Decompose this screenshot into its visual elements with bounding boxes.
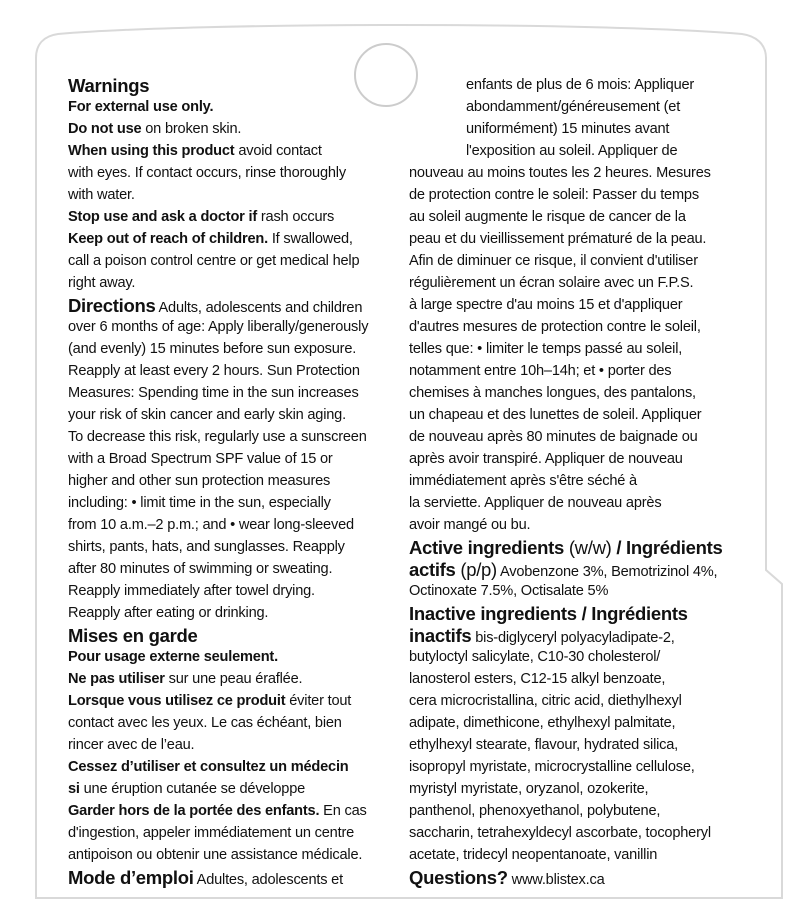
inactive-ingredients-line-11: acetate, tridecyl neopentanoate, vanillin [409,847,658,863]
mode-emploi-line-14: telles que: • limiter le temps passé au soleil, [409,341,683,357]
inactive-ingredients-line-5: adipate, dimethicone, ethylhexyl palmitate, [409,715,676,731]
ne-pas-utiliser-text: sur une peau éraflée. [164,671,303,687]
mode-emploi-line-5: l'exposition au soleil. Appliquer de [466,143,678,159]
inactive-ingredients-line-1 [409,625,675,649]
active-ingredients-heading-fr: / Ingrédients [616,537,723,558]
mode-emploi-line-2: enfants de plus de 6 mois: Appliquer [466,77,695,93]
when-using-line [68,141,322,162]
cessez-text: une éruption cutanée se développe [79,781,306,797]
actifs-label: actifs [409,559,456,580]
mode-emploi-line-22: avoir mangé ou bu. [409,517,531,533]
mode-emploi-line-9: peau et du vieillissement prématuré de la peau. [409,231,707,247]
mode-emploi-line-17: un chapeau et des lunettes de soleil. Appliquer [409,407,702,423]
directions-line-8: with a Broad Spectrum SPF value of 15 or [68,451,333,467]
directions-line-12: shirts, pants, hats, and sunglasses. Reapply [68,539,345,555]
mode-emploi-line-21: la serviette. Appliquer de nouveau après [409,495,662,511]
active-ingredients-unit: (w/w) [563,537,617,558]
ne-pas-utiliser-label: Ne pas utiliser [68,671,165,687]
cessez-si-label: si [68,781,80,797]
mode-emploi-line-12: à large spectre d'au moins 15 et d'appliquer [409,297,683,313]
active-ingredients-heading-line [409,537,722,561]
external-use-line: For external use only. [68,99,214,115]
garder-text: En cas [319,803,367,819]
mode-emploi-line-20: immédiatement après s'être séché à [409,473,637,489]
questions-url[interactable]: www.blistex.ca [507,872,605,888]
mode-emploi-line-3: abondamment/généreusement (et [466,99,681,115]
mode-emploi-line-8: au soleil augmente le risque de cancer de la [409,209,686,225]
hang-hole [355,44,417,106]
mode-emploi-line-6: nouveau au moins toutes les 2 heures. Mesures [409,165,711,181]
questions-label: Questions? [409,867,508,888]
inactive-ingredients-line-10: saccharin, tetrahexyldecyl ascorbate, tocopheryl [409,825,711,841]
directions-line-5: Measures: Spending time in the sun increases [68,385,359,401]
mode-emploi-line-19: après avoir transpiré. Appliquer de nouveau [409,451,683,467]
when-using-text: avoid contact [234,143,322,159]
ne-pas-utiliser-line [68,669,302,690]
inactive-ingredients-line-3: lanosterol esters, C12-15 alkyl benzoate, [409,671,666,687]
garder-label: Garder hors de la portée des enfants. [68,803,320,819]
when-using-label: When using this product [68,143,235,159]
mode-emploi-line-15: notamment entre 10h–14h; et • porter des [409,363,672,379]
inactifs-label: inactifs [409,625,472,646]
active-ingredients-line-3: Octinoxate 7.5%, Octisalate 5% [409,583,609,599]
questions-line [409,867,605,891]
when-using-line-3: with water. [68,187,135,203]
directions-text-1: Adults, adolescents and children [155,300,363,316]
mode-emploi-line-10: Afin de diminuer ce risque, il convient d'utiliser [409,253,698,269]
garder-line [68,801,367,822]
lorsque-text: éviter tout [285,693,352,709]
stop-use-line [68,207,334,228]
mode-emploi-line-4: uniformément) 15 minutes avant [466,121,670,137]
mode-emploi-line-18: de nouveau après 80 minutes de baignade ou [409,429,698,445]
directions-line-2: over 6 months of age: Apply liberally/generously [68,319,369,335]
cessez-line: Cessez d’utiliser et consultez un médecin [68,759,349,775]
mode-emploi-line-11: régulièrement un écran solaire avec un F.P.S. [409,275,694,291]
directions-heading: Directions [68,295,156,316]
mode-emploi-line [68,867,343,891]
inactive-ingredients-line-4: cera microcristallina, citric acid, diethylhexyl [409,693,682,709]
garder-line-3: antipoison ou obtenir une assistance médicale. [68,847,363,863]
when-using-line-2: with eyes. If contact occurs, rinse thoroughly [68,165,346,181]
do-not-use-line [68,119,241,140]
inactive-ingredients-line-7: isopropyl myristate, microcrystalline cellulose, [409,759,695,775]
directions-line-9: higher and other sun protection measures [68,473,331,489]
warnings-heading: Warnings [68,75,150,96]
cessez-line-2 [68,779,305,800]
keep-out-label: Keep out of reach of children. [68,231,268,247]
inactive-ingredients-line-2: butyloctyl salicylate, C10-30 cholesterol/ [409,649,661,665]
mises-en-garde-heading: Mises en garde [68,625,198,646]
directions-line-15: Reapply after eating or drinking. [68,605,269,621]
active-ingredients-line-2 [409,559,717,583]
stop-use-label: Stop use and ask a doctor if [68,209,258,225]
garder-line-2: d'ingestion, appeler immédiatement un centre [68,825,355,841]
mode-emploi-line-7: de protection contre le soleil: Passer du temps [409,187,699,203]
active-ingredients-list-1: Avobenzone 3%, Bemotrizinol 4%, [496,564,718,580]
directions-line-6: your risk of skin cancer and early skin aging. [68,407,346,423]
inactive-ingredients-line-6: ethylhexyl stearate, flavour, hydrated silica, [409,737,679,753]
directions-line-1 [68,295,362,319]
lorsque-line [68,691,351,712]
keep-out-line-3: right away. [68,275,136,291]
lorsque-line-2: contact avec les yeux. Le cas échéant, bien [68,715,342,731]
lorsque-line-3: rincer avec de l’eau. [68,737,195,753]
mode-emploi-text: Adultes, adolescents et [193,872,343,888]
directions-line-10: including: • limit time in the sun, especially [68,495,331,511]
active-ingredients-heading: Active ingredients [409,537,564,558]
usage-externe-line: Pour usage externe seulement. [68,649,278,665]
directions-line-3: (and evenly) 15 minutes before sun exposure. [68,341,357,357]
directions-line-11: from 10 a.m.–2 p.m.; and • wear long-sleeved [68,517,354,533]
directions-line-7: To decrease this risk, regularly use a sunscreen [68,429,367,445]
actifs-unit: (p/p) [455,559,497,580]
mode-emploi-heading: Mode d’emploi [68,867,194,888]
stop-use-text: rash occurs [257,209,335,225]
inactive-ingredients-line-8: myristyl myristate, oryzanol, ozokerite, [409,781,649,797]
keep-out-line-2: call a poison control centre or get medical help [68,253,360,269]
keep-out-text: If swallowed, [267,231,353,247]
do-not-use-label: Do not use [68,121,142,137]
inactive-ingredients-text-1: bis-diglyceryl polyacyladipate-2, [471,630,675,646]
mode-emploi-line-16: chemises à manches longues, des pantalons, [409,385,696,401]
keep-out-line [68,229,353,250]
inactive-ingredients-heading: Inactive ingredients / Ingrédients [409,603,688,624]
lorsque-label: Lorsque vous utilisez ce produit [68,693,286,709]
directions-line-14: Reapply immediately after towel drying. [68,583,315,599]
inactive-ingredients-line-9: panthenol, phenoxyethanol, polybutene, [409,803,661,819]
directions-line-13: after 80 minutes of swimming or sweating. [68,561,333,577]
directions-line-4: Reapply at least every 2 hours. Sun Protection [68,363,360,379]
mode-emploi-line-13: d'autres mesures de protection contre le soleil, [409,319,701,335]
do-not-use-text: on broken skin. [141,121,242,137]
